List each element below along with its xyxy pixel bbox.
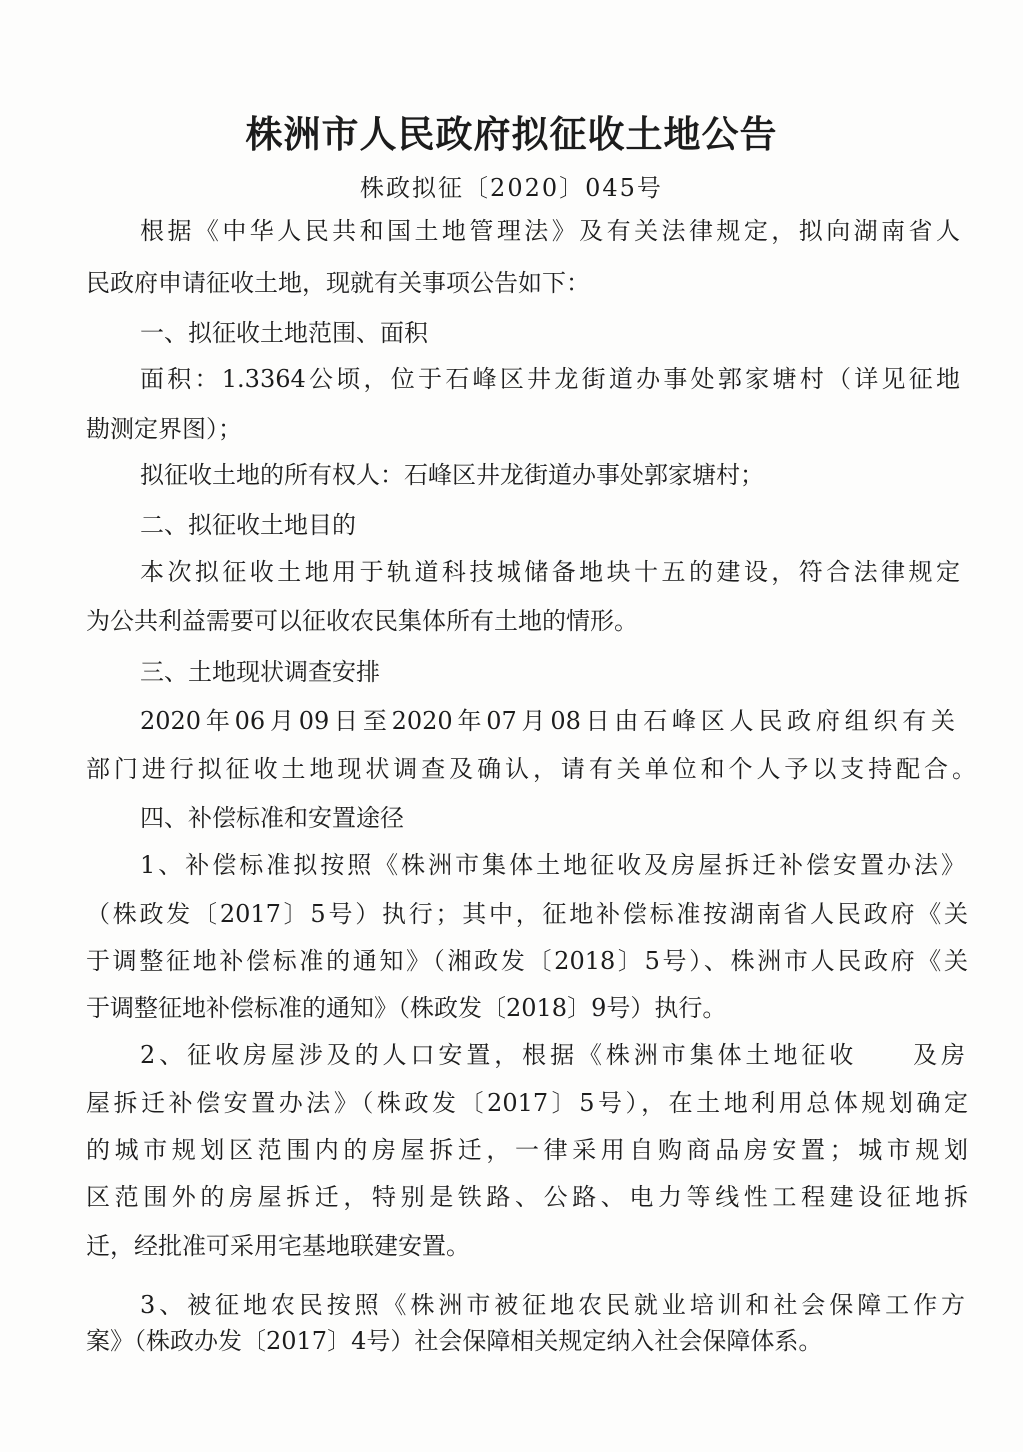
paragraph-line: 案》（株政办发〔2017〕4号）社会保障相关规定纳入社会保障体系。 bbox=[86, 1327, 823, 1355]
section-heading: 四、补偿标准和安置途径 bbox=[140, 804, 404, 832]
paragraph-line: 根据《中华人民共和国土地管理法》及有关法律规定，拟向湖南省人 bbox=[140, 217, 960, 245]
paragraph-line: 于调整征地补偿标准的通知》（湘政发〔2018〕5号）、株洲市人民政府《关 bbox=[86, 947, 968, 975]
document-number: 株政拟征〔2020〕045号 bbox=[360, 174, 663, 202]
document-title: 株洲市人民政府拟征收土地公告 bbox=[245, 112, 778, 156]
section-heading: 二、拟征收土地目的 bbox=[140, 511, 356, 539]
paragraph-line: 3、被征地农民按照《株洲市被征地农民就业培训和社会保障工作方 bbox=[140, 1291, 965, 1319]
paragraph-line: 2、征收房屋涉及的人口安置，根据《株洲市集体土地征收 及房 bbox=[140, 1041, 965, 1069]
paragraph-line: 勘测定界图）； bbox=[86, 415, 242, 443]
paragraph-line: 2020年06月09日至2020年07月08日由石峰区人民政府组织有关 bbox=[140, 707, 955, 735]
paragraph-line: 的城市规划区范围内的房屋拆迁，一律采用自购商品房安置；城市规划 bbox=[86, 1136, 968, 1164]
paragraph-line: 1、补偿标准拟按照《株洲市集体土地征收及房屋拆迁补偿安置办法》 bbox=[140, 851, 965, 879]
paragraph-line: 部门进行拟征收土地现状调查及确认，请有关单位和个人予以支持配合。 bbox=[86, 755, 976, 783]
paragraph-line: 区范围外的房屋拆迁，特别是铁路、公路、电力等线性工程建设征地拆 bbox=[86, 1183, 968, 1211]
paragraph-line: 本次拟征收土地用于轨道科技城储备地块十五的建设，符合法律规定 bbox=[140, 558, 960, 586]
paragraph-line: 为公共利益需要可以征收农民集体所有土地的情形。 bbox=[86, 607, 638, 635]
paragraph-line: 面积：1.3364公顷，位于石峰区井龙街道办事处郭家塘村（详见征地 bbox=[140, 365, 960, 393]
paragraph-line: 屋拆迁补偿安置办法》（株政发〔2017〕5号），在土地利用总体规划确定 bbox=[86, 1089, 968, 1117]
section-heading: 三、土地现状调查安排 bbox=[140, 658, 380, 686]
paragraph-line: （株政发〔2017〕5号）执行；其中，征地补偿标准按湖南省人民政府《关 bbox=[86, 900, 968, 928]
paragraph-line: 于调整征地补偿标准的通知》（株政发〔2018〕9号）执行。 bbox=[86, 994, 727, 1022]
paragraph-line: 拟征收土地的所有权人：石峰区井龙街道办事处郭家塘村； bbox=[140, 461, 764, 489]
section-heading: 一、拟征收土地范围、面积 bbox=[140, 319, 428, 347]
paragraph-line: 迁，经批准可采用宅基地联建安置。 bbox=[86, 1232, 470, 1260]
paragraph-line: 民政府申请征收土地，现就有关事项公告如下： bbox=[86, 269, 590, 297]
